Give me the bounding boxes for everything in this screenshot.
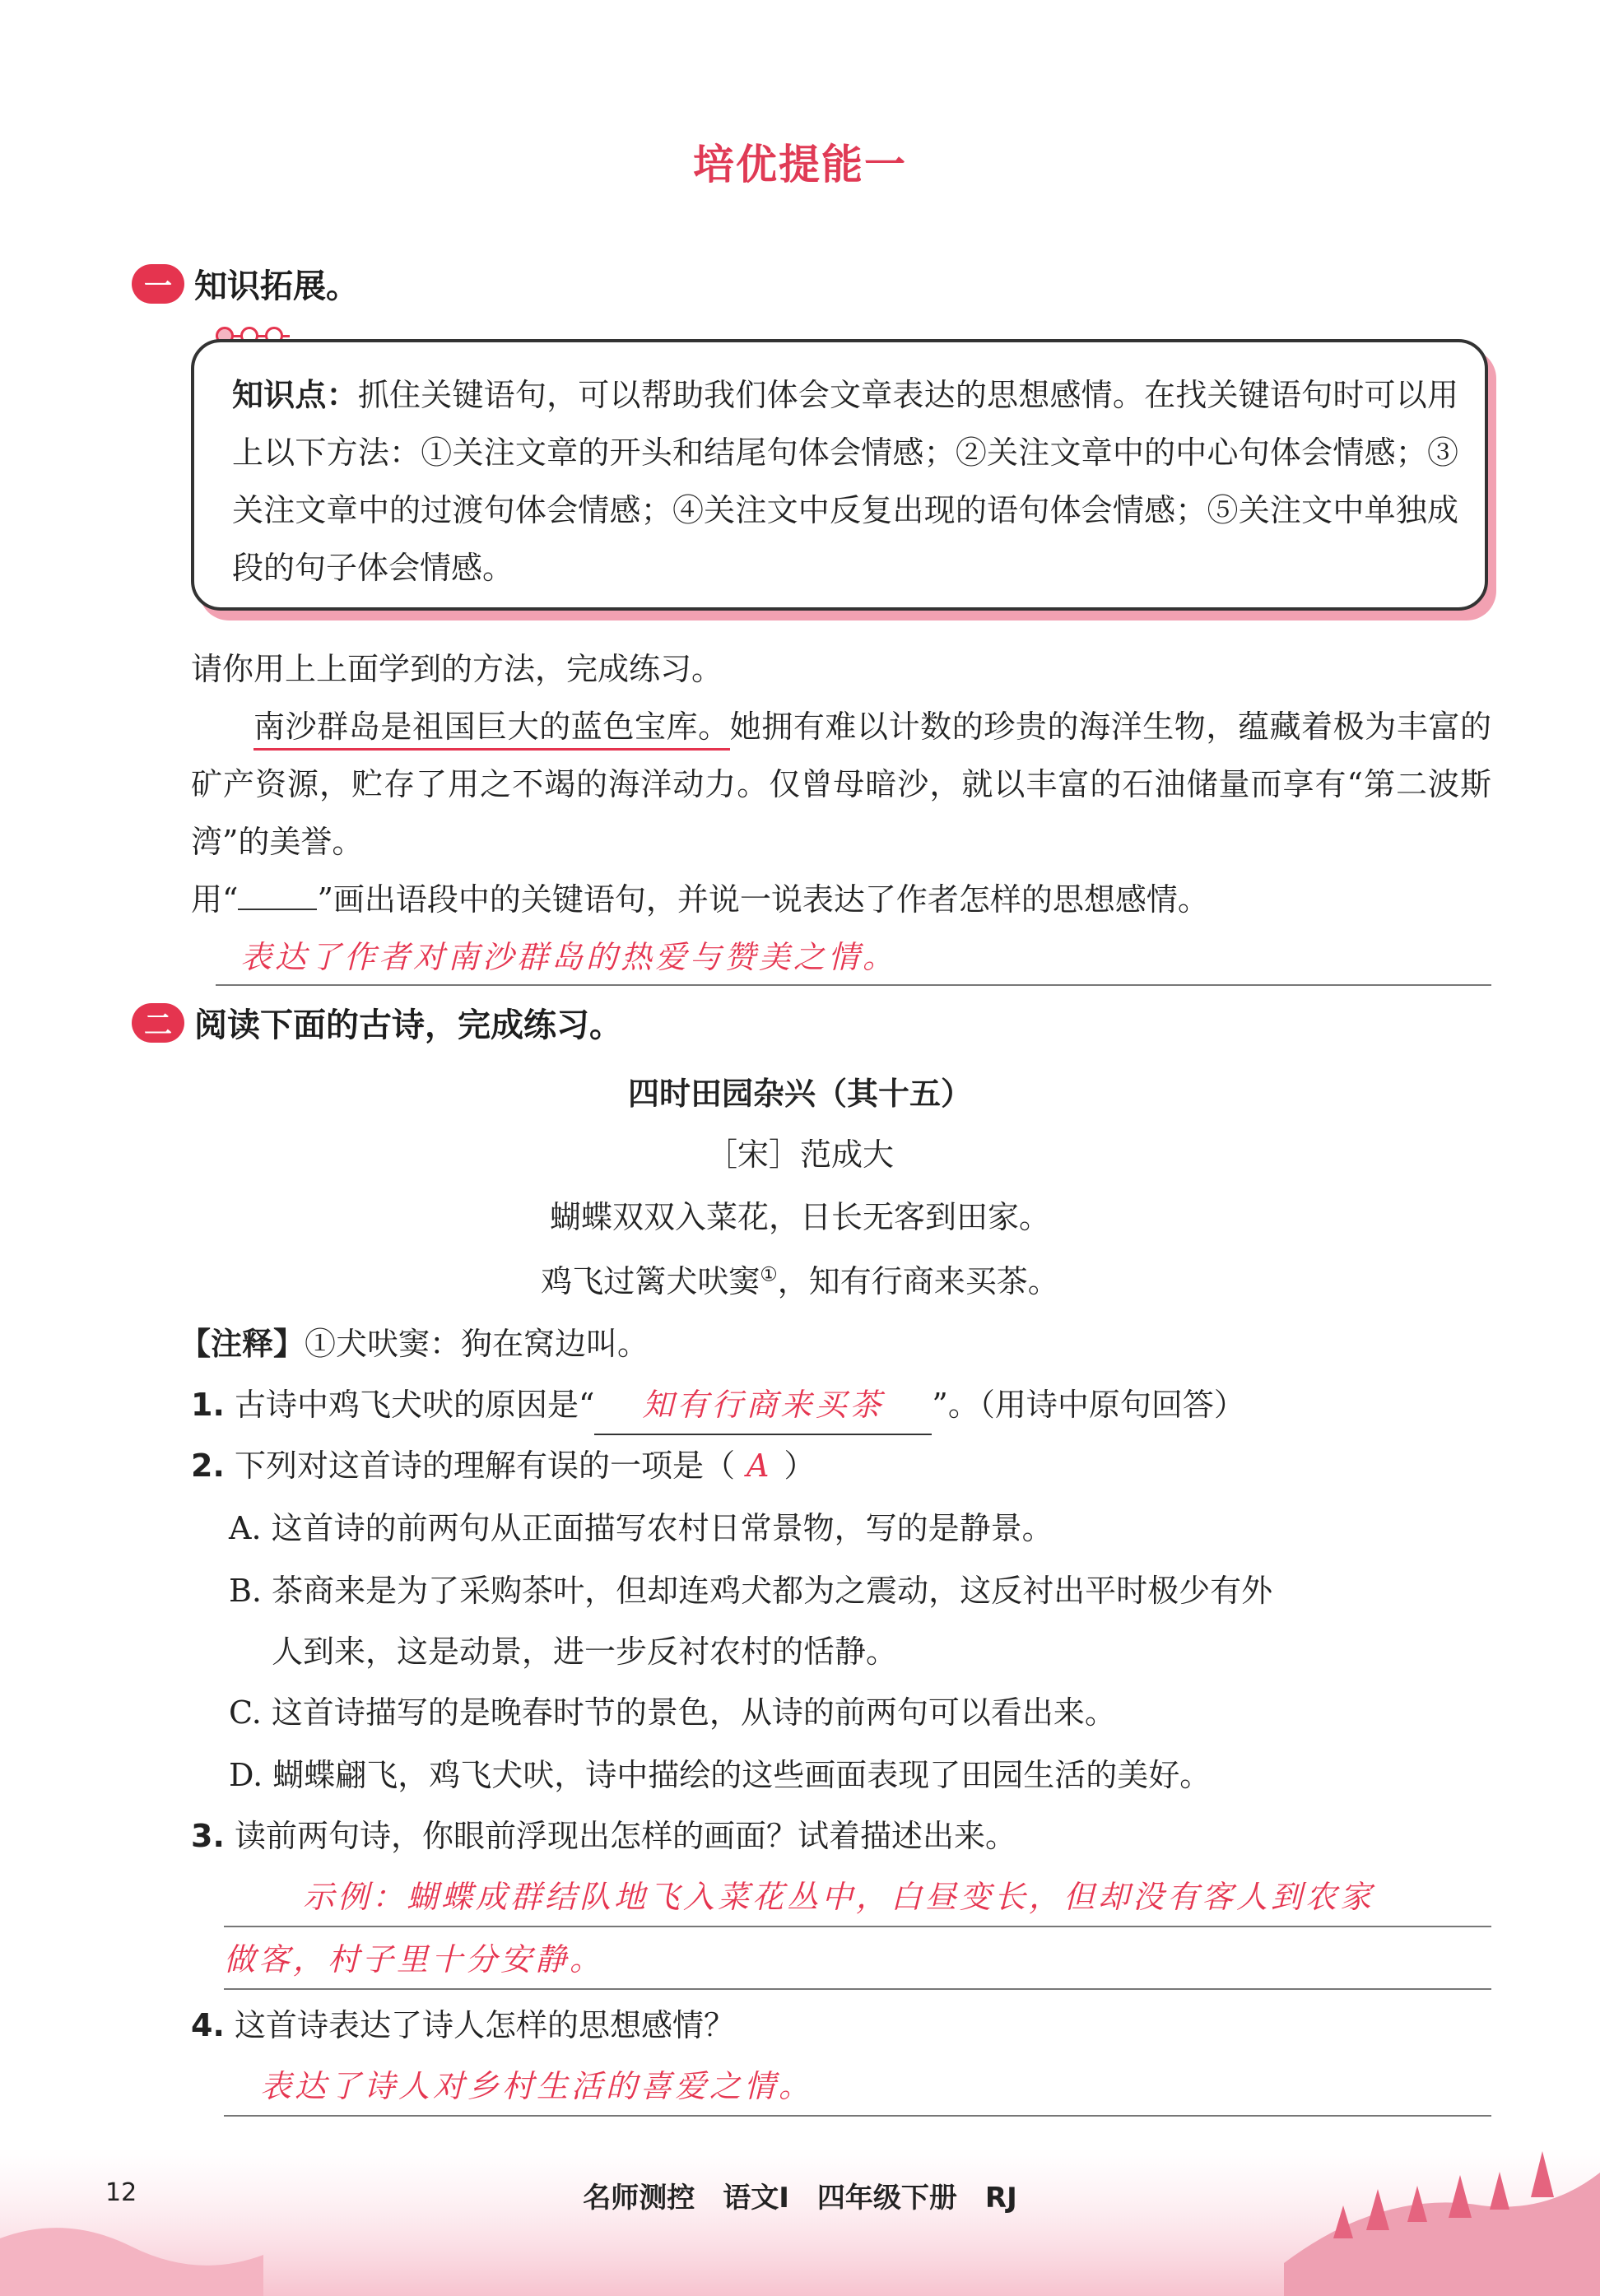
question-number: 2. [191,1448,225,1484]
question-1-text: 古诗中鸡飞犬吠的原因是“ [234,1387,595,1423]
poem-line-2a: 鸡飞过篱犬吠窦 [541,1263,760,1299]
option-a: A. 这首诗的前两句从正面描写农村日常景物，写的是静景。 [229,1510,1053,1546]
knowledge-label: 知识点： [232,377,358,413]
answer-line [216,928,1491,986]
question-3-text: 读前两句诗，你眼前浮现出怎样的画面？试着描述出来。 [234,1818,1016,1854]
answer-line [224,2057,1491,2117]
question-1 [191,1376,1491,1435]
option-c: C. 这首诗描写的是晚春时节的景色，从诗的前两句可以看出来。 [229,1694,1116,1731]
task-text-after: ”画出语段中的关键语句，并说一说表达了作者怎样的思想感情。 [317,881,1209,918]
section-1-heading [132,260,359,307]
question-2-close: ） [784,1448,816,1484]
question-2-text: 下列对这首诗的理解有误的一项是（ [234,1448,735,1484]
section-2-heading-text: 阅读下面的古诗，完成练习。 [194,1006,622,1044]
question-2-answer: A [747,1448,773,1484]
poem-author: ［宋］范成大 [705,1136,894,1173]
question-1-text-after: ”。（用诗中原句回答） [932,1387,1245,1423]
answer-line [224,1931,1491,1990]
section-2-heading [132,999,622,1046]
question-1-answer: 知有行商来买茶 [594,1376,932,1435]
question-4 [191,1996,1491,2054]
question-2 [191,1437,1491,1494]
poem-line-1: 蝴蝶双双入菜花，日长无客到田家。 [549,1199,1050,1235]
underline-symbol [238,884,317,910]
question-number: 3. [191,1818,225,1854]
question-4-text: 这首诗表达了诗人怎样的思想感情？ [234,2007,735,2043]
page-title: 培优提能一 [693,141,907,188]
section-2-badge: 二 [132,1003,184,1043]
section-1-task [191,871,1491,928]
option-d: D. 蝴蝶翩飞，鸡飞犬吠，诗中描绘的这些画面表现了田园生活的美好。 [229,1757,1212,1793]
option-b-line-1: B. 茶商来是为了采购茶叶，但却连鸡犬都为之震动，这反衬出平时极少有外 [229,1573,1273,1609]
knowledge-point [232,366,1458,597]
question-4-answer: 表达了诗人对乡村生活的喜爱之情。 [260,2068,814,2104]
page-number: 12 [105,2178,137,2207]
task-text-before: 用“ [191,881,239,918]
poem-title: 四时田园杂兴（其十五） [627,1076,972,1112]
passage-key-sentence: 南沙群岛是祖国巨大的蓝色宝库。 [253,709,730,751]
question-3-answer-line-2: 做客，村子里十分安静。 [224,1941,605,1978]
book-info: 名师测控 语文Ⅰ 四年级下册 RJ [583,2182,1017,2215]
question-3 [191,1807,1491,1865]
question-number: 4. [191,2007,225,2043]
option-b-line-2: 人到来，这是动景，进一步反衬农村的恬静。 [272,1634,898,1670]
question-3-answer-line-1: 示例：蝴蝶成群结队地飞入菜花丛中，白昼变长，但却没有客人到农家 [303,1879,1375,1915]
passage-rest: 她拥有难以计数的珍贵的海洋生物，蕴藏着极为丰富的矿产资源，贮存了用之不竭的海洋动力。仅曾母暗沙，就以丰富的石油储量而享有“第二波斯湾”的美誉。 [191,709,1491,860]
section-1-heading-text: 知识拓展。 [194,267,359,305]
note-text: ①犬吠窦：狗在窝边叫。 [305,1326,649,1362]
passage [191,698,1491,871]
question-number: 1. [191,1387,225,1423]
footnote-marker: ① [760,1262,778,1286]
section-1-instruction: 请你用上上面学到的方法，完成练习。 [191,651,723,687]
section-1-answer: 表达了作者对南沙群岛的热爱与赞美之情。 [240,939,898,975]
knowledge-text: 抓住关键语句，可以帮助我们体会文章表达的思想感情。在找关键语句时可以用上以下方法：①关注文章的开头和结尾句体会情感；②关注文章中的中心句体会情感；③关注文章中的过渡句体会情感；④关注文中反复出现的语句体会情感；⑤关注文中单独成段的句子体会情感。 [232,377,1458,586]
section-1-badge: 一 [132,264,184,304]
poem-line-2 [0,1256,1600,1301]
poem-note [179,1315,1480,1373]
poem-line-2b: ，知有行商来买茶。 [777,1263,1059,1299]
note-label: 【注释】 [179,1326,305,1362]
answer-line [224,1868,1491,1927]
